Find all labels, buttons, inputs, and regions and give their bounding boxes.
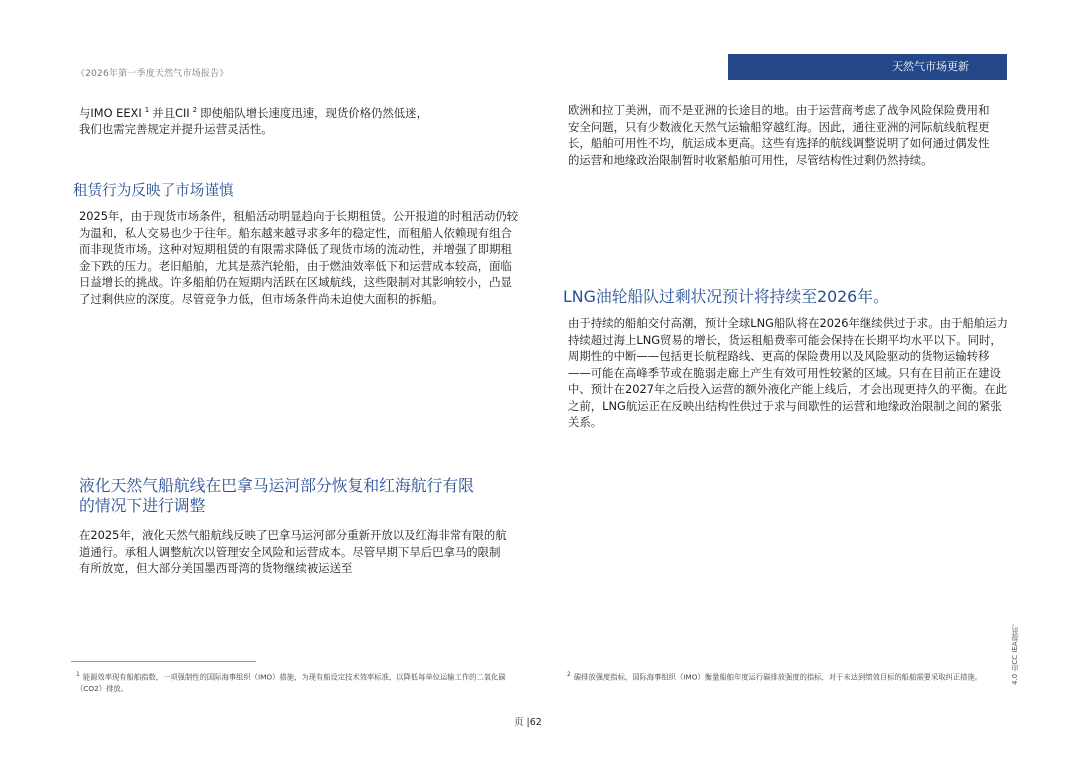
section2-heading-block bbox=[79, 476, 519, 516]
footnote-1 bbox=[76, 669, 520, 694]
section2-heading-line2: 的情况下进行调整 bbox=[79, 496, 206, 515]
footnote-ref-2[interactable]: 2 bbox=[192, 106, 198, 114]
section2-body: 在2025年，液化天然气船航线反映了巴拿马运河部分重新开放以及红海非常有限的航道通行。承租人调整航次以管理安全风险和运营成本。尽管早期下旱后巴拿马的限制有所放宽，但大部分美国墨西哥湾的货物继续被运送至 bbox=[79, 528, 507, 575]
footnote-divider bbox=[71, 661, 256, 662]
intro-line2: 我们也需完善规定并提升运营灵活性。 bbox=[79, 122, 273, 137]
intro-mid: 并且CII bbox=[152, 105, 190, 120]
section3-body: 由于持续的船舶交付高潮，预计全球LNG船队将在2026年继续供过于求。由于船舶运力持续超过海上LNG贸易的增长，货运租船费率可能会保持在长期平均水平以下。同时，周期性的中断——包括更长航程路线、更高的保险费用以及风险驱动的货物运输转移——可能在高峰季节或在脆弱走廊上产生有效可用性较紧的区域。只有在目前正在建设中、预计在2027年之后投入运营的额外液化产能上线后，才会出现更持久的平衡。在此之前，LNG航运正在反映出结构性供过于求与间歇性的运营和地缘政治限制之间的紧张关系。 bbox=[568, 316, 1008, 429]
license-note: 4.0 由CC IEA提供。 bbox=[1011, 620, 1019, 685]
footnote-2 bbox=[567, 669, 1007, 683]
footnote-1-text: 能源效率现有船舶指数，一项强制性的国际海事组织（IMO）措施，为现有船设定技术效率标准，以降低每单位运输工作的二氧化碳（CO2）排放。 bbox=[76, 672, 506, 693]
intro-post: 即使船队增长速度迅速，现货价格仍然低迷， bbox=[200, 105, 428, 120]
footnote-ref-1[interactable]: 1 bbox=[144, 106, 150, 114]
footnote-2-text: 碳排放强度指标，国际海事组织（IMO）衡量船舶年度运行碳排放强度的指标，对于未达到绩效目标的船舶需要采取纠正措施。 bbox=[573, 672, 983, 682]
footnote-1-number: 1 bbox=[76, 671, 80, 678]
footnote-2-number: 2 bbox=[567, 671, 571, 678]
section2-heading-line1: 液化天然气船航线在巴拿马运河部分恢复和红海航行有限 bbox=[79, 476, 474, 495]
intro-paragraph bbox=[79, 102, 515, 138]
section3-heading: LNG油轮船队过剩状况预计将持续至2026年。 bbox=[563, 287, 889, 306]
page-number: 页 |62 bbox=[514, 717, 542, 728]
section1-heading: 租赁行为反映了市场谨慎 bbox=[73, 182, 234, 199]
intro-pre: 与IMO EEXI bbox=[79, 105, 142, 120]
report-title: 《2026年第一季度天然气市场报告》 bbox=[76, 69, 229, 79]
left-column bbox=[79, 102, 515, 138]
section1-body: 2025年，由于现货市场条件，租船活动明显趋向于长期租赁。公开报道的时租活动仍较为温和，私人交易也少于往年。船东越来越寻求多年的稳定性，而租船人依赖现有组合而非现货市场。这种对短期租赁的有限需求降低了现货市场的流动性，并增强了即期租金下跌的压力。老旧船舶，尤其是蒸汽轮船，由于燃油效率低下和运营成本较高，面临日益增长的挑战。许多船舶仍在短期内活跃在区域航线，这些限制对其影响较小，凸显了过剩供应的深度。尽管竞争力低，但市场条件尚未迫使大面积的拆船。 bbox=[79, 209, 519, 306]
continuation-body: 欧洲和拉丁美洲，而不是亚洲的长途目的地。由于运营商考虑了战争风险保险费用和安全问题，只有少数液化天然气运输船穿越红海。因此，通往亚洲的河际航线航程更长，船舶可用性不均，航运成本更高。这些有选择的航线调整说明了如何通过偶发性的运营和地缘政治限制暂时收紧船舶可用性，尽管结构性过剩仍然持续。 bbox=[568, 103, 990, 167]
section-tab: 天然气市场更新 bbox=[728, 54, 1007, 80]
